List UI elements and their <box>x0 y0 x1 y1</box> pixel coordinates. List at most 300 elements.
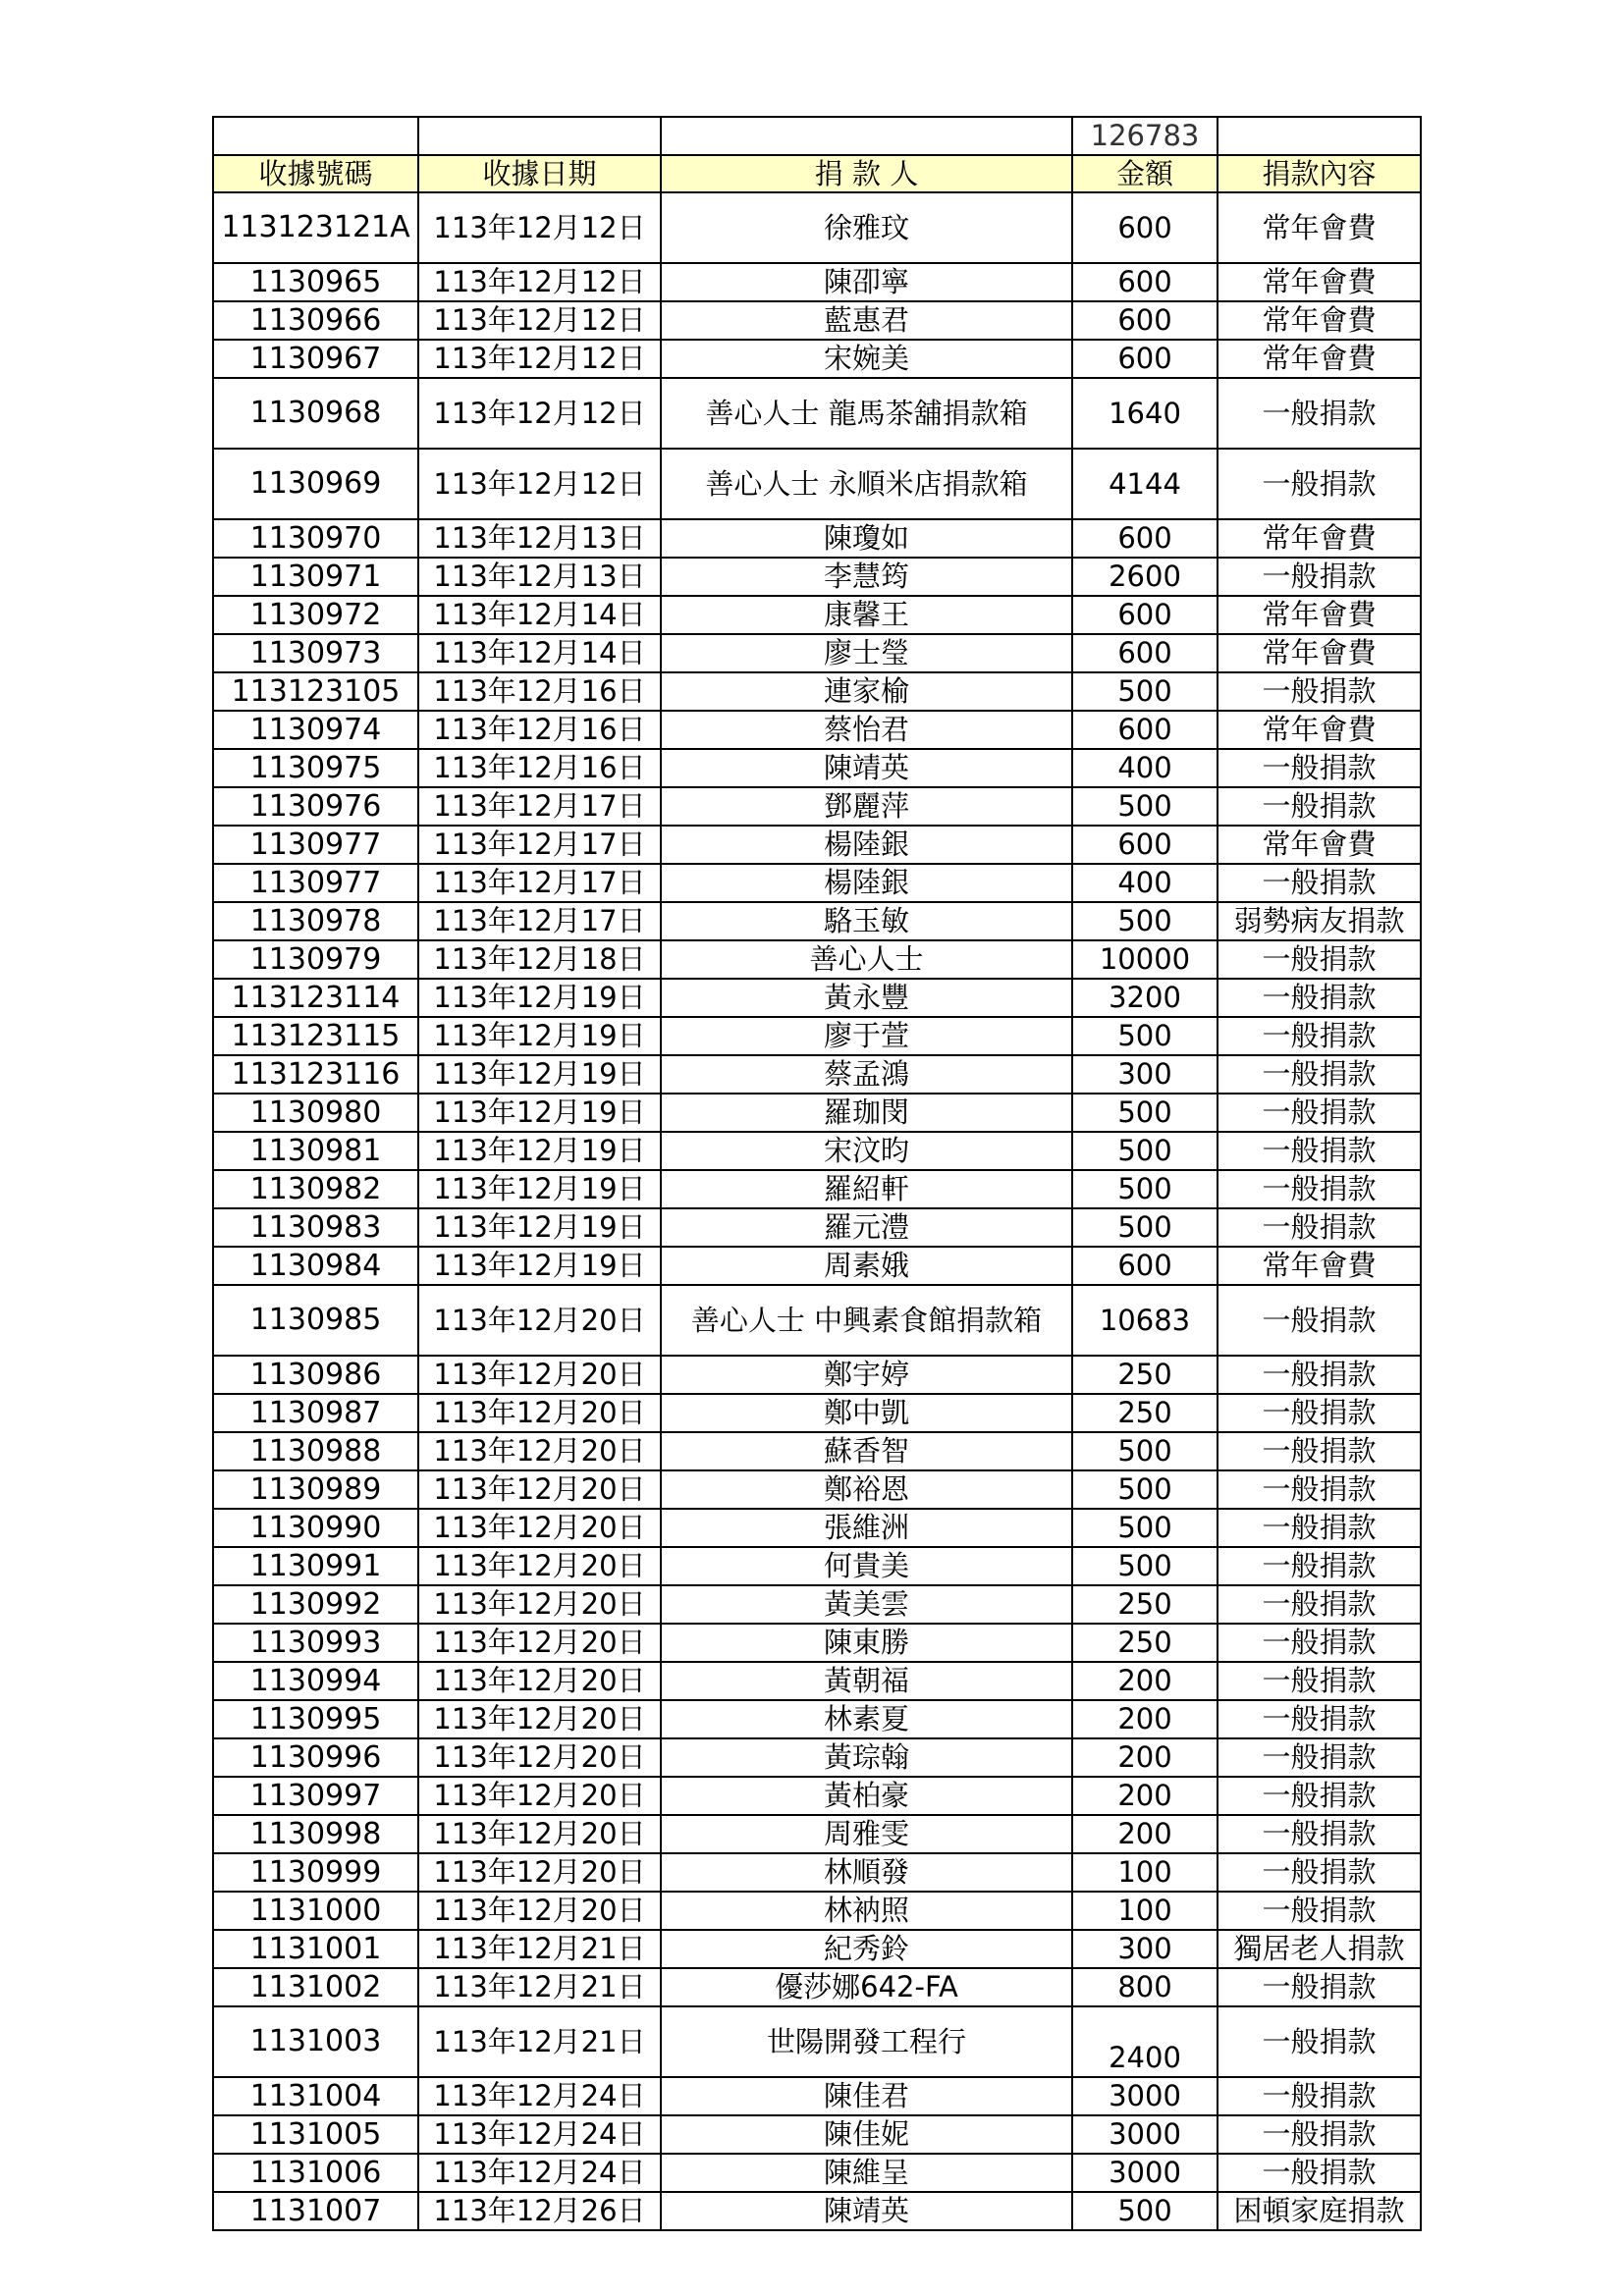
receipt-no-cell: 1131000 <box>213 1892 418 1930</box>
table-row <box>213 1738 1421 1777</box>
receipt-no-cell: 1130998 <box>213 1815 418 1853</box>
donor-cell: 蔡孟鴻 <box>661 1055 1072 1094</box>
receipt-no-cell: 1130985 <box>213 1285 418 1356</box>
table-row <box>213 1585 1421 1624</box>
donor-cell: 林素夏 <box>661 1700 1072 1738</box>
donor-cell: 徐雅玟 <box>661 192 1072 263</box>
amount-cell: 3000 <box>1072 2077 1218 2115</box>
amount-cell: 600 <box>1072 826 1218 864</box>
receipt-date-cell: 113年12月18日 <box>418 940 661 979</box>
donation-type-cell: 一般捐款 <box>1218 864 1421 902</box>
amount-cell: 500 <box>1072 1470 1218 1509</box>
table-row <box>213 1132 1421 1170</box>
donation-type-cell: 一般捐款 <box>1218 979 1421 1017</box>
receipt-no-cell: 1130977 <box>213 864 418 902</box>
receipt-date-cell: 113年12月14日 <box>418 596 661 634</box>
receipt-no-cell: 1130991 <box>213 1547 418 1585</box>
donor-cell: 周雅雯 <box>661 1815 1072 1853</box>
donor-cell: 陳瓊如 <box>661 519 1072 558</box>
receipt-no-cell: 1130987 <box>213 1394 418 1432</box>
donation-type-cell: 困頓家庭捐款 <box>1218 2192 1421 2230</box>
amount-cell: 500 <box>1072 1509 1218 1547</box>
amount-cell: 600 <box>1072 634 1218 672</box>
amount-cell: 100 <box>1072 1853 1218 1892</box>
receipt-date-cell: 113年12月12日 <box>418 340 661 378</box>
table-row <box>213 1815 1421 1853</box>
donation-type-cell: 一般捐款 <box>1218 1968 1421 2006</box>
donation-type-cell: 常年會費 <box>1218 263 1421 301</box>
donation-type-cell: 一般捐款 <box>1218 1777 1421 1815</box>
table-row <box>213 864 1421 902</box>
total-row <box>213 117 1421 155</box>
receipt-no-cell: 1130988 <box>213 1432 418 1470</box>
table-row <box>213 1892 1421 1930</box>
receipt-date-cell: 113年12月16日 <box>418 749 661 787</box>
receipt-no-cell: 1130977 <box>213 826 418 864</box>
donation-type-cell: 一般捐款 <box>1218 2006 1421 2077</box>
receipt-no-cell: 1131005 <box>213 2115 418 2154</box>
table-row <box>213 1968 1421 2006</box>
table-row <box>213 2115 1421 2154</box>
receipt-date-cell: 113年12月21日 <box>418 1930 661 1968</box>
receipt-no-cell: 113123116 <box>213 1055 418 1094</box>
donor-cell: 陳維呈 <box>661 2154 1072 2192</box>
amount-cell: 500 <box>1072 1170 1218 1208</box>
receipt-date-cell: 113年12月20日 <box>418 1892 661 1930</box>
donor-cell: 善心人士 <box>661 940 1072 979</box>
table-row <box>213 1285 1421 1356</box>
receipt-date-cell: 113年12月21日 <box>418 1968 661 2006</box>
receipt-date-cell: 113年12月12日 <box>418 192 661 263</box>
table-row <box>213 1470 1421 1509</box>
amount-cell: 200 <box>1072 1815 1218 1853</box>
receipt-date-cell: 113年12月20日 <box>418 1432 661 1470</box>
donor-cell: 善心人士 龍馬茶舖捐款箱 <box>661 378 1072 449</box>
amount-cell: 300 <box>1072 1930 1218 1968</box>
amount-cell: 600 <box>1072 711 1218 749</box>
amount-cell: 200 <box>1072 1777 1218 1815</box>
table-row <box>213 1356 1421 1394</box>
receipt-date-cell: 113年12月20日 <box>418 1394 661 1432</box>
receipt-date-cell: 113年12月19日 <box>418 1132 661 1170</box>
donation-type-cell: 一般捐款 <box>1218 1509 1421 1547</box>
total-cell-empty <box>661 117 1072 155</box>
receipt-no-cell: 1131004 <box>213 2077 418 2115</box>
receipt-date-cell: 113年12月24日 <box>418 2077 661 2115</box>
donation-type-cell: 一般捐款 <box>1218 1738 1421 1777</box>
donation-type-cell: 一般捐款 <box>1218 1017 1421 1055</box>
receipt-no-cell: 1130983 <box>213 1208 418 1247</box>
table-row <box>213 711 1421 749</box>
receipt-no-cell: 1130975 <box>213 749 418 787</box>
receipt-date-cell: 113年12月19日 <box>418 1055 661 1094</box>
donor-cell: 黃美雲 <box>661 1585 1072 1624</box>
header-donor: 捐 款 人 <box>661 155 1072 192</box>
donation-type-cell: 一般捐款 <box>1218 1132 1421 1170</box>
receipt-no-cell: 113123121A <box>213 192 418 263</box>
table-row <box>213 2154 1421 2192</box>
donation-type-cell: 一般捐款 <box>1218 749 1421 787</box>
receipt-no-cell: 1130972 <box>213 596 418 634</box>
donor-cell: 宋汶昀 <box>661 1132 1072 1170</box>
table-row <box>213 1700 1421 1738</box>
receipt-no-cell: 1130996 <box>213 1738 418 1777</box>
table-row <box>213 2006 1421 2077</box>
table-row <box>213 1055 1421 1094</box>
receipt-no-cell: 1130966 <box>213 301 418 340</box>
table-row <box>213 1509 1421 1547</box>
receipt-no-cell: 1130978 <box>213 902 418 940</box>
donation-type-cell: 一般捐款 <box>1218 1853 1421 1892</box>
donor-cell: 駱玉敏 <box>661 902 1072 940</box>
receipt-date-cell: 113年12月12日 <box>418 263 661 301</box>
donation-type-cell: 常年會費 <box>1218 711 1421 749</box>
donor-cell: 陳佳妮 <box>661 2115 1072 2154</box>
donor-cell: 鄭裕恩 <box>661 1470 1072 1509</box>
table-row <box>213 1624 1421 1662</box>
table-row <box>213 979 1421 1017</box>
donation-type-cell: 一般捐款 <box>1218 1700 1421 1738</box>
donation-type-cell: 一般捐款 <box>1218 558 1421 596</box>
receipt-date-cell: 113年12月12日 <box>418 378 661 449</box>
donation-table <box>212 116 1422 2231</box>
receipt-date-cell: 113年12月20日 <box>418 1815 661 1853</box>
donor-cell: 陳卲寧 <box>661 263 1072 301</box>
amount-cell: 3000 <box>1072 2115 1218 2154</box>
receipt-no-cell: 1130992 <box>213 1585 418 1624</box>
receipt-no-cell: 113123115 <box>213 1017 418 1055</box>
header-receipt-no: 收據號碼 <box>213 155 418 192</box>
receipt-no-cell: 1131002 <box>213 1968 418 2006</box>
receipt-date-cell: 113年12月20日 <box>418 1700 661 1738</box>
table-row <box>213 1432 1421 1470</box>
amount-cell: 500 <box>1072 787 1218 826</box>
amount-cell: 400 <box>1072 864 1218 902</box>
donation-type-cell: 一般捐款 <box>1218 1394 1421 1432</box>
receipt-no-cell: 1131003 <box>213 2006 418 2077</box>
amount-cell: 600 <box>1072 301 1218 340</box>
receipt-date-cell: 113年12月13日 <box>418 519 661 558</box>
donor-cell: 陳靖英 <box>661 749 1072 787</box>
donation-type-cell: 獨居老人捐款 <box>1218 1930 1421 1968</box>
receipt-date-cell: 113年12月24日 <box>418 2115 661 2154</box>
receipt-date-cell: 113年12月16日 <box>418 672 661 711</box>
donor-cell: 世陽開發工程行 <box>661 2006 1072 2077</box>
donation-type-cell: 一般捐款 <box>1218 2154 1421 2192</box>
receipt-date-cell: 113年12月24日 <box>418 2154 661 2192</box>
table-row <box>213 787 1421 826</box>
donation-type-cell: 一般捐款 <box>1218 1285 1421 1356</box>
amount-cell: 600 <box>1072 519 1218 558</box>
donation-type-cell: 一般捐款 <box>1218 1055 1421 1094</box>
donation-type-cell: 一般捐款 <box>1218 1547 1421 1585</box>
donor-cell: 黃朝福 <box>661 1662 1072 1700</box>
donor-cell: 蔡怡君 <box>661 711 1072 749</box>
receipt-no-cell: 1130968 <box>213 378 418 449</box>
amount-cell: 500 <box>1072 1208 1218 1247</box>
table-row <box>213 672 1421 711</box>
table-row <box>213 902 1421 940</box>
donor-cell: 鄭中凱 <box>661 1394 1072 1432</box>
receipt-date-cell: 113年12月21日 <box>418 2006 661 2077</box>
donation-type-cell: 常年會費 <box>1218 826 1421 864</box>
donor-cell: 羅元澧 <box>661 1208 1072 1247</box>
amount-cell: 500 <box>1072 1132 1218 1170</box>
amount-cell: 500 <box>1072 902 1218 940</box>
donor-cell: 楊陸銀 <box>661 864 1072 902</box>
table-row <box>213 1094 1421 1132</box>
total-cell-empty <box>1218 117 1421 155</box>
receipt-no-cell: 1130969 <box>213 449 418 519</box>
table-row <box>213 1017 1421 1055</box>
receipt-no-cell: 1130982 <box>213 1170 418 1208</box>
receipt-date-cell: 113年12月17日 <box>418 787 661 826</box>
total-cell-empty <box>418 117 661 155</box>
donation-type-cell: 一般捐款 <box>1218 1432 1421 1470</box>
receipt-date-cell: 113年12月16日 <box>418 711 661 749</box>
receipt-no-cell: 1130976 <box>213 787 418 826</box>
donation-type-cell: 一般捐款 <box>1218 1892 1421 1930</box>
amount-cell: 2600 <box>1072 558 1218 596</box>
receipt-no-cell: 1130994 <box>213 1662 418 1700</box>
donor-cell: 宋婉美 <box>661 340 1072 378</box>
donation-type-cell: 一般捐款 <box>1218 2077 1421 2115</box>
receipt-date-cell: 113年12月20日 <box>418 1509 661 1547</box>
donor-cell: 鄭宇婷 <box>661 1356 1072 1394</box>
amount-cell: 10000 <box>1072 940 1218 979</box>
amount-cell: 200 <box>1072 1700 1218 1738</box>
donation-type-cell: 常年會費 <box>1218 1247 1421 1285</box>
receipt-no-cell: 1130981 <box>213 1132 418 1170</box>
receipt-no-cell: 1131001 <box>213 1930 418 1968</box>
table-row <box>213 340 1421 378</box>
amount-cell: 300 <box>1072 1055 1218 1094</box>
receipt-no-cell: 1130999 <box>213 1853 418 1892</box>
receipt-date-cell: 113年12月20日 <box>418 1356 661 1394</box>
receipt-date-cell: 113年12月12日 <box>418 449 661 519</box>
table-row <box>213 1853 1421 1892</box>
receipt-date-cell: 113年12月19日 <box>418 1247 661 1285</box>
donor-cell: 羅紹軒 <box>661 1170 1072 1208</box>
amount-cell: 600 <box>1072 596 1218 634</box>
donor-cell: 廖士瑩 <box>661 634 1072 672</box>
receipt-date-cell: 113年12月19日 <box>418 1208 661 1247</box>
amount-cell: 600 <box>1072 263 1218 301</box>
donor-cell: 陳佳君 <box>661 2077 1072 2115</box>
table-row <box>213 1170 1421 1208</box>
receipt-no-cell: 1130989 <box>213 1470 418 1509</box>
donation-type-cell: 一般捐款 <box>1218 787 1421 826</box>
donation-type-cell: 一般捐款 <box>1218 1585 1421 1624</box>
table-row <box>213 519 1421 558</box>
receipt-no-cell: 1130984 <box>213 1247 418 1285</box>
receipt-no-cell: 1130990 <box>213 1509 418 1547</box>
receipt-date-cell: 113年12月20日 <box>418 1624 661 1662</box>
table-row <box>213 1208 1421 1247</box>
amount-cell: 250 <box>1072 1394 1218 1432</box>
table-row <box>213 596 1421 634</box>
table-row <box>213 749 1421 787</box>
amount-cell: 4144 <box>1072 449 1218 519</box>
table-row <box>213 1777 1421 1815</box>
amount-cell: 3000 <box>1072 2154 1218 2192</box>
receipt-date-cell: 113年12月20日 <box>418 1738 661 1777</box>
table-row <box>213 263 1421 301</box>
table-row <box>213 1247 1421 1285</box>
donor-cell: 林衲照 <box>661 1892 1072 1930</box>
donor-cell: 羅珈閔 <box>661 1094 1072 1132</box>
receipt-date-cell: 113年12月20日 <box>418 1853 661 1892</box>
table-row <box>213 2077 1421 2115</box>
donation-type-cell: 常年會費 <box>1218 634 1421 672</box>
amount-cell: 600 <box>1072 1247 1218 1285</box>
receipt-date-cell: 113年12月20日 <box>418 1662 661 1700</box>
amount-cell: 500 <box>1072 1094 1218 1132</box>
donor-cell: 張維洲 <box>661 1509 1072 1547</box>
receipt-no-cell: 1131007 <box>213 2192 418 2230</box>
header-receipt-date: 收據日期 <box>418 155 661 192</box>
amount-cell: 10683 <box>1072 1285 1218 1356</box>
receipt-date-cell: 113年12月20日 <box>418 1547 661 1585</box>
donor-cell: 優莎娜642-FA <box>661 1968 1072 2006</box>
table-row <box>213 449 1421 519</box>
receipt-no-cell: 1130973 <box>213 634 418 672</box>
donation-type-cell: 一般捐款 <box>1218 1356 1421 1394</box>
donor-cell: 紀秀鈴 <box>661 1930 1072 1968</box>
amount-cell: 600 <box>1072 192 1218 263</box>
receipt-no-cell: 1130997 <box>213 1777 418 1815</box>
receipt-no-cell: 1130979 <box>213 940 418 979</box>
donor-cell: 黃琮翰 <box>661 1738 1072 1777</box>
donor-cell: 黃永豐 <box>661 979 1072 1017</box>
receipt-date-cell: 113年12月20日 <box>418 1470 661 1509</box>
donation-type-cell: 一般捐款 <box>1218 1170 1421 1208</box>
amount-cell: 250 <box>1072 1585 1218 1624</box>
donor-cell: 陳靖英 <box>661 2192 1072 2230</box>
receipt-date-cell: 113年12月17日 <box>418 902 661 940</box>
donor-cell: 周素娥 <box>661 1247 1072 1285</box>
receipt-date-cell: 113年12月12日 <box>418 301 661 340</box>
donation-type-cell: 常年會費 <box>1218 596 1421 634</box>
donor-cell: 林順發 <box>661 1853 1072 1892</box>
donation-type-cell: 一般捐款 <box>1218 378 1421 449</box>
receipt-date-cell: 113年12月20日 <box>418 1585 661 1624</box>
receipt-date-cell: 113年12月17日 <box>418 826 661 864</box>
table-row <box>213 1547 1421 1585</box>
table-row <box>213 378 1421 449</box>
amount-cell: 1640 <box>1072 378 1218 449</box>
donation-type-cell: 一般捐款 <box>1218 1662 1421 1700</box>
table-row <box>213 2192 1421 2230</box>
donation-type-cell: 常年會費 <box>1218 340 1421 378</box>
receipt-no-cell: 1131006 <box>213 2154 418 2192</box>
donor-cell: 廖于萱 <box>661 1017 1072 1055</box>
receipt-no-cell: 113123105 <box>213 672 418 711</box>
donation-type-cell: 一般捐款 <box>1218 1470 1421 1509</box>
donation-type-cell: 一般捐款 <box>1218 1094 1421 1132</box>
receipt-date-cell: 113年12月19日 <box>418 1017 661 1055</box>
donor-cell: 善心人士 中興素食館捐款箱 <box>661 1285 1072 1356</box>
amount-cell: 200 <box>1072 1738 1218 1777</box>
receipt-no-cell: 113123114 <box>213 979 418 1017</box>
donation-type-cell: 弱勢病友捐款 <box>1218 902 1421 940</box>
amount-cell: 800 <box>1072 1968 1218 2006</box>
receipt-date-cell: 113年12月20日 <box>418 1285 661 1356</box>
donor-cell: 蘇香智 <box>661 1432 1072 1470</box>
donor-cell: 陳東勝 <box>661 1624 1072 1662</box>
receipt-no-cell: 1130995 <box>213 1700 418 1738</box>
amount-cell: 100 <box>1072 1892 1218 1930</box>
amount-cell: 2400 <box>1072 2006 1218 2077</box>
receipt-date-cell: 113年12月13日 <box>418 558 661 596</box>
donation-type-cell: 常年會費 <box>1218 301 1421 340</box>
header-amount: 金額 <box>1072 155 1218 192</box>
donation-type-cell: 一般捐款 <box>1218 2115 1421 2154</box>
table-row <box>213 1930 1421 1968</box>
donor-cell: 黃柏豪 <box>661 1777 1072 1815</box>
amount-cell: 250 <box>1072 1356 1218 1394</box>
receipt-no-cell: 1130971 <box>213 558 418 596</box>
total-amount: 126783 <box>1072 117 1218 155</box>
receipt-date-cell: 113年12月19日 <box>418 979 661 1017</box>
donation-type-cell: 一般捐款 <box>1218 1815 1421 1853</box>
amount-cell: 500 <box>1072 1547 1218 1585</box>
amount-cell: 600 <box>1072 340 1218 378</box>
donor-cell: 何貴美 <box>661 1547 1072 1585</box>
receipt-date-cell: 113年12月17日 <box>418 864 661 902</box>
receipt-no-cell: 1130993 <box>213 1624 418 1662</box>
receipt-no-cell: 1130986 <box>213 1356 418 1394</box>
table-row <box>213 634 1421 672</box>
header-donation-type: 捐款內容 <box>1218 155 1421 192</box>
amount-cell: 250 <box>1072 1624 1218 1662</box>
donor-cell: 李慧筠 <box>661 558 1072 596</box>
amount-cell: 500 <box>1072 1017 1218 1055</box>
donor-cell: 連家榆 <box>661 672 1072 711</box>
receipt-date-cell: 113年12月14日 <box>418 634 661 672</box>
donor-cell: 楊陸銀 <box>661 826 1072 864</box>
receipt-date-cell: 113年12月19日 <box>418 1170 661 1208</box>
donor-cell: 鄧麗萍 <box>661 787 1072 826</box>
total-cell-empty <box>213 117 418 155</box>
amount-cell: 500 <box>1072 672 1218 711</box>
table-row <box>213 1394 1421 1432</box>
header-row <box>213 155 1421 192</box>
table-row <box>213 558 1421 596</box>
donation-table-body <box>213 117 1421 2230</box>
receipt-no-cell: 1130980 <box>213 1094 418 1132</box>
donor-cell: 善心人士 永順米店捐款箱 <box>661 449 1072 519</box>
amount-cell: 3200 <box>1072 979 1218 1017</box>
receipt-no-cell: 1130970 <box>213 519 418 558</box>
receipt-no-cell: 1130967 <box>213 340 418 378</box>
donation-type-cell: 一般捐款 <box>1218 1208 1421 1247</box>
amount-cell: 400 <box>1072 749 1218 787</box>
donation-type-cell: 常年會費 <box>1218 192 1421 263</box>
table-row <box>213 1662 1421 1700</box>
receipt-no-cell: 1130965 <box>213 263 418 301</box>
amount-cell: 200 <box>1072 1662 1218 1700</box>
donor-cell: 藍惠君 <box>661 301 1072 340</box>
table-row <box>213 940 1421 979</box>
table-row <box>213 301 1421 340</box>
receipt-date-cell: 113年12月20日 <box>418 1777 661 1815</box>
amount-cell: 500 <box>1072 1432 1218 1470</box>
receipt-date-cell: 113年12月26日 <box>418 2192 661 2230</box>
amount-cell: 500 <box>1072 2192 1218 2230</box>
donation-type-cell: 常年會費 <box>1218 519 1421 558</box>
donation-type-cell: 一般捐款 <box>1218 672 1421 711</box>
